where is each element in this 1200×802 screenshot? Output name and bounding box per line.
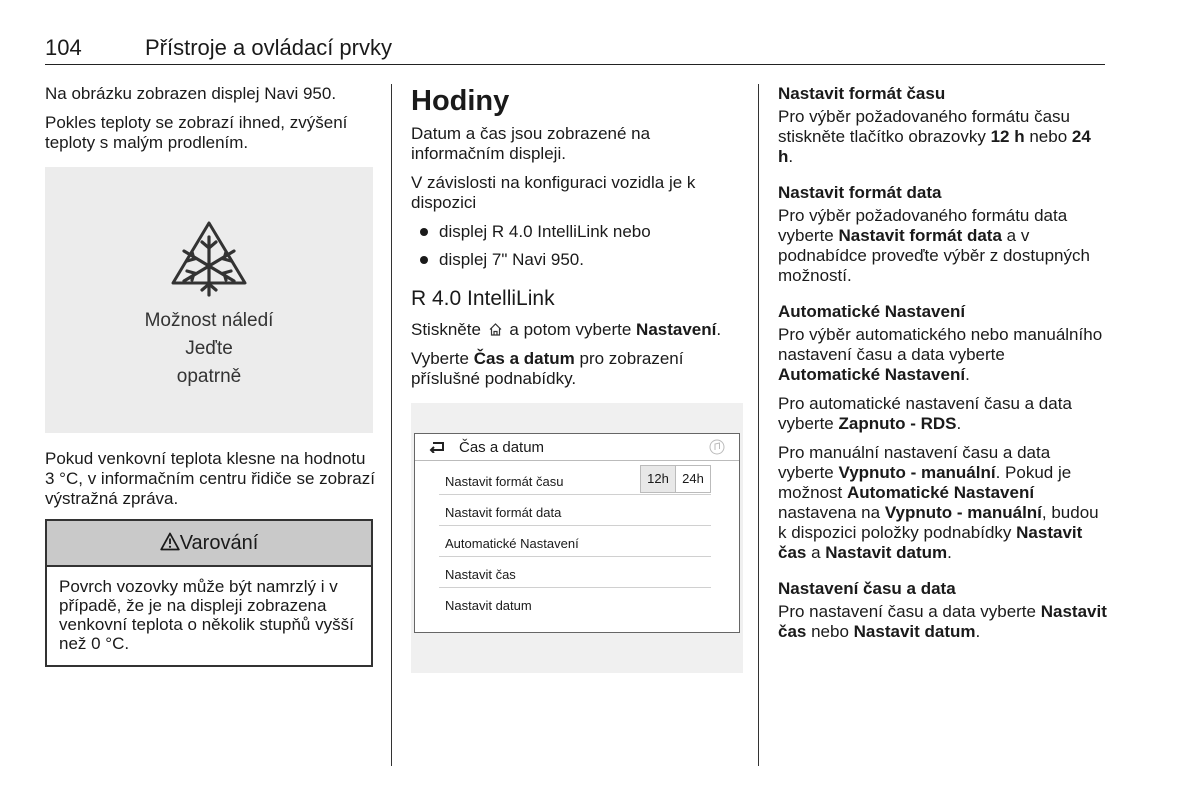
menu-item-time-format[interactable]: Nastavit formát času 12h 24h xyxy=(439,464,711,495)
chapter-title: Přístroje a ovládací prvky xyxy=(145,35,392,60)
column-1 xyxy=(45,84,375,667)
warning-triangle-icon xyxy=(160,532,180,551)
paragraph: Pro výběr požadovaného formátu času stiskněte tlačítko obrazovky 12 h nebo 24 h. xyxy=(778,107,1091,166)
music-icon[interactable] xyxy=(709,439,725,455)
subheading: Nastavení času a data xyxy=(778,579,956,598)
warning-box xyxy=(45,519,373,667)
12h-button[interactable]: 12h xyxy=(641,466,676,492)
time-format-toggle[interactable] xyxy=(640,465,711,493)
paragraph: Pro nastavení času a data vyberte Nastavit čas nebo Nastavit datum. xyxy=(778,602,1107,641)
ice-warning-display xyxy=(45,167,373,433)
menu-item-auto-set[interactable]: Automatické Nastavení xyxy=(439,526,711,557)
subheading: Automatické Nastavení xyxy=(778,302,966,321)
bullet-list xyxy=(411,222,741,270)
paragraph: Na obrázku zobrazen displej Navi 950. xyxy=(45,84,337,103)
home-icon xyxy=(488,322,503,337)
ice-line-1: Možnost náledí xyxy=(144,310,274,331)
screen-title-bar xyxy=(415,434,739,461)
subheading: Nastavit formát času xyxy=(778,84,946,103)
ice-warning-icon xyxy=(169,219,249,299)
page-header xyxy=(45,34,1105,65)
infotainment-screenshot xyxy=(411,403,743,673)
paragraph: Pro manuální nastavení času a data vyberte Vypnuto - manuální. Pokud je možnost Automatické Nastavení nastavena na Vypnuto - manuální, budou k dispozici položky podnabídky Nastavit čas a Nastavit datum. xyxy=(778,443,1099,562)
section-title: Hodiny xyxy=(411,85,510,117)
list-item: displej R 4.0 IntelliLink nebo xyxy=(411,222,741,242)
paragraph: Stiskněte a potom vyberte Nastavení. xyxy=(411,320,722,339)
warning-title: Varování xyxy=(179,532,259,554)
column-divider xyxy=(391,84,392,766)
ice-line-3: opatrně xyxy=(176,366,242,387)
paragraph: V závislosti na konfiguraci vozidla je k dispozici xyxy=(411,173,696,212)
menu-item-date-format[interactable]: Nastavit formát data xyxy=(439,495,711,526)
screen-title: Čas a datum xyxy=(459,439,545,456)
paragraph: Vyberte Čas a datum pro zobrazení příslušné podnabídky. xyxy=(411,349,684,388)
list-item: displej 7" Navi 950. xyxy=(411,250,741,270)
warning-header xyxy=(47,521,371,567)
time-date-screen xyxy=(414,433,740,633)
column-divider xyxy=(758,84,759,766)
column-3 xyxy=(778,84,1108,651)
menu-item-set-date[interactable]: Nastavit datum xyxy=(445,598,532,613)
page-number: 104 xyxy=(45,35,82,60)
subsection-title: R 4.0 IntelliLink xyxy=(411,287,555,310)
back-icon[interactable] xyxy=(429,441,447,453)
menu-item-set-time[interactable]: Nastavit čas xyxy=(439,557,711,588)
paragraph: Pokud venkovní teplota klesne na hodnotu 3 °C, v informačním centru řidiče se zobrazí výstražná zpráva. xyxy=(45,449,375,508)
column-2 xyxy=(411,84,741,673)
24h-button[interactable]: 24h xyxy=(682,471,704,486)
warning-text: Povrch vozovky může být namrzlý i v případě, že je na displeji zobrazena venkovní teplota o několik stupňů vyšší než 0 °C. xyxy=(59,577,354,653)
paragraph: Pro výběr požadovaného formátu data vyberte Nastavit formát data a v podnabídce proveďte výběr z dostupných možností. xyxy=(778,206,1090,285)
paragraph: Pro automatické nastavení času a data vyberte Zapnuto - RDS. xyxy=(778,394,1072,433)
ice-line-2: Jeďte xyxy=(185,338,233,359)
paragraph: Datum a čas jsou zobrazené na informačním displeji. xyxy=(411,124,651,163)
subheading: Nastavit formát data xyxy=(778,183,942,202)
paragraph: Pro výběr automatického nebo manuálního nastavení času a data vyberte Automatické Nastavení. xyxy=(778,325,1103,384)
paragraph: Pokles teploty se zobrazí ihned, zvýšení teploty s malým prodlením. xyxy=(45,113,348,152)
